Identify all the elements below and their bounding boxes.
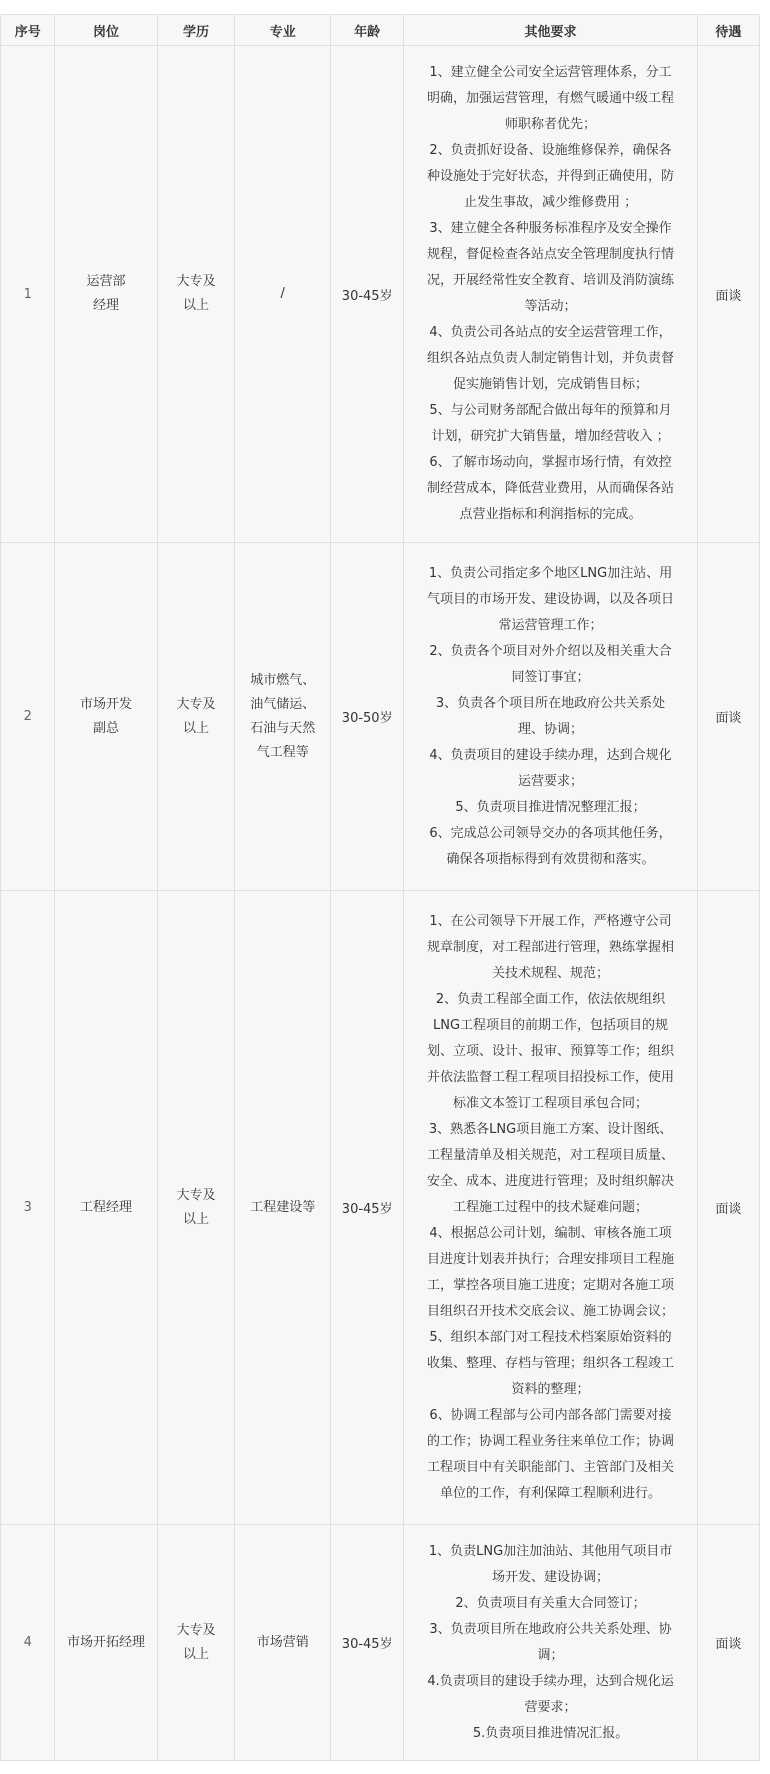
row-number: 3 — [1, 891, 55, 1525]
requirement-line: 2、负责各个项目对外介绍以及相关重大合 — [429, 643, 672, 659]
position-cell — [55, 1525, 157, 1761]
requirement-line: 2、负责项目有关重大合同签订； — [455, 1595, 646, 1611]
header-position: 岗位 — [55, 15, 157, 46]
major-cell-line: 工程建设等 — [250, 1199, 316, 1215]
salary-cell: 面谈 — [697, 1525, 759, 1761]
requirement-line: 明确，加强运营管理，有燃气暖通中级工程 — [427, 91, 675, 106]
requirement-line: 场开发、建设协调； — [492, 1569, 610, 1585]
major-cell-line: 气工程等 — [256, 744, 309, 760]
table-row — [1, 891, 760, 1525]
position-cell — [55, 46, 157, 543]
requirement-line: 工程量清单及相关规范，对工程项目质量、 — [427, 1147, 675, 1163]
requirement-line: 3、负责项目所在地政府公共关系处理、协 — [429, 1621, 672, 1637]
header-no: 序号 — [1, 15, 55, 46]
table-row — [1, 1525, 760, 1761]
requirement-line: 调； — [537, 1647, 564, 1663]
requirement-line: 6、完成总公司领导交办的各项其他任务， — [429, 825, 672, 841]
row-number: 4 — [1, 1525, 55, 1761]
requirement-line: 6、协调工程部与公司内部各部门需要对接 — [429, 1407, 672, 1423]
education-cell-line: 以上 — [183, 720, 210, 736]
age-cell: 30-50岁 — [331, 543, 404, 891]
requirement-line: 确保各项指标得到有效贯彻和落实。 — [446, 851, 655, 867]
requirement-line: 理、协调； — [518, 721, 584, 737]
position-cell-line: 副总 — [93, 720, 120, 736]
requirement-line: 资料的整理； — [511, 1381, 590, 1397]
education-cell — [157, 543, 235, 891]
requirement-line: 收集、整理、存档与管理；组织各工程竣工 — [427, 1355, 675, 1371]
requirement-line: 单位的工作，有利保障工程顺利进行。 — [440, 1485, 662, 1501]
major-cell — [235, 543, 331, 891]
requirement-line: LNG工程项目的前期工作，包括项目的规 — [433, 1017, 669, 1033]
header-major: 专业 — [235, 15, 331, 46]
salary-cell: 面谈 — [697, 46, 759, 543]
requirement-line: 营要求； — [524, 1699, 577, 1715]
requirements-cell — [404, 891, 697, 1525]
row-number: 2 — [1, 543, 55, 891]
position-cell-line: 市场开发 — [80, 696, 133, 712]
requirement-line: 制经营成本，降低营业费用，从而确保各站 — [427, 481, 675, 496]
requirement-line: 等活动； — [524, 299, 577, 314]
education-cell — [157, 891, 235, 1525]
requirement-line: 工，掌控各项目施工进度；定期对各施工项 — [427, 1277, 675, 1293]
requirement-line: 1、在公司领导下开展工作，严格遵守公司 — [429, 913, 672, 929]
position-cell-line: 运营部 — [86, 274, 126, 289]
requirement-line: 规章制度，对工程部进行管理，熟练掌握相 — [427, 939, 675, 955]
age-cell: 30-45岁 — [331, 46, 404, 543]
requirement-line: 4、负责公司各站点的安全运营管理工作， — [429, 325, 672, 340]
requirement-line: 4、负责项目的建设手续办理，达到合规化 — [429, 747, 672, 763]
requirement-line: 6、了解市场动向，掌握市场行情，有效控 — [429, 455, 672, 470]
requirement-line: 2、负责抓好设备、设施维修保养，确保各 — [429, 143, 672, 158]
requirement-line: 点营业指标和利润指标的完成。 — [459, 507, 642, 522]
header-requirements: 其他要求 — [404, 15, 697, 46]
major-cell-line: 油气储运、 — [250, 696, 316, 712]
table-row — [1, 543, 760, 891]
requirement-line: 划、立项、设计、报审、预算等工作；组织 — [427, 1043, 675, 1059]
requirement-line: 3、负责各个项目所在地政府公共关系处 — [435, 695, 666, 711]
requirement-line: 5、负责项目推进情况整理汇报； — [455, 799, 646, 815]
requirement-line: 止发生事故，减少维修费用 ； — [463, 195, 638, 210]
requirement-line: 种设施处于完好状态，并得到正确使用，防 — [427, 169, 675, 184]
requirement-line: 常运营管理工作； — [498, 617, 603, 633]
requirement-line: 安全、成本、进度进行管理；及时组织解决 — [427, 1173, 675, 1189]
header-education: 学历 — [157, 15, 235, 46]
requirement-line: 目组织召开技术交底会议、施工协调会议； — [427, 1303, 675, 1319]
requirement-line: 同签订事宜； — [511, 669, 590, 685]
requirement-line: 标准文本签订工程项目承包合同； — [453, 1095, 649, 1111]
table-row — [1, 46, 760, 543]
education-cell — [157, 1525, 235, 1761]
requirement-line: 工程项目中有关职能部门、主管部门及相关 — [427, 1459, 675, 1475]
requirement-line: 运营要求； — [518, 773, 584, 789]
education-cell-line: 大专及 — [176, 1187, 216, 1203]
major-cell-line: 城市燃气、 — [250, 672, 316, 688]
requirements-cell — [404, 1525, 697, 1761]
major-cell — [235, 1525, 331, 1761]
salary-cell: 面谈 — [697, 891, 759, 1525]
requirement-line: 促实施销售计划，完成销售目标； — [453, 377, 649, 392]
requirement-line: 并依法监督工程工程项目招投标工作，使用 — [427, 1069, 675, 1085]
requirement-line: 工程施工过程中的技术疑难问题； — [453, 1199, 649, 1215]
education-cell-line: 以上 — [183, 1646, 210, 1662]
position-cell-line: 工程经理 — [80, 1199, 133, 1215]
requirement-line: 规程，督促检查各站点安全管理制度执行情 — [427, 247, 675, 262]
requirement-line: 气项目的市场开发、建设协调，以及各项日 — [427, 591, 675, 607]
requirement-line: 4、根据总公司计划，编制、审核各施工项 — [429, 1225, 672, 1241]
requirement-line: 3、建立健全各种服务标准程序及安全操作 — [429, 221, 672, 236]
header-row — [1, 15, 760, 46]
requirement-line: 目进度计划表并执行；合理安排项目工程施 — [427, 1251, 675, 1267]
requirement-line: 计划，研究扩大销售量，增加经营收入 ； — [431, 429, 670, 444]
requirement-line: 2、负责工程部全面工作，依法依规组织 — [435, 991, 666, 1007]
major-cell — [235, 891, 331, 1525]
education-cell-line: 以上 — [183, 1211, 210, 1227]
requirement-line: 5.负责项目推进情况汇报。 — [472, 1725, 629, 1741]
requirement-line: 1、负责公司指定多个地区LNG加注站、用 — [428, 565, 673, 581]
requirement-line: 的工作；协调工程业务往来单位工作；协调 — [427, 1433, 675, 1449]
requirements-cell — [404, 46, 697, 543]
row-number: 1 — [1, 46, 55, 543]
requirement-line: 1、建立健全公司安全运营管理体系，分工 — [429, 65, 672, 80]
position-cell — [55, 891, 157, 1525]
requirement-line: 师职称者优先； — [505, 117, 597, 132]
education-cell-line: 以上 — [183, 298, 210, 313]
major-cell-line: / — [280, 286, 285, 301]
major-cell — [235, 46, 331, 543]
position-cell — [55, 543, 157, 891]
requirement-line: 4.负责项目的建设手续办理，达到合规化运 — [427, 1673, 674, 1689]
requirement-line: 1、负责LNG加注加油站、其他用气项目市 — [428, 1543, 673, 1559]
requirements-cell — [404, 543, 697, 891]
header-salary: 待遇 — [697, 15, 759, 46]
requirement-line: 3、熟悉各LNG项目施工方案、设计图纸、 — [428, 1121, 673, 1137]
major-cell-line: 石油与天然 — [250, 720, 316, 736]
requirement-line: 5、与公司财务部配合做出每年的预算和月 — [429, 403, 672, 418]
education-cell — [157, 46, 235, 543]
job-table — [0, 14, 760, 1761]
age-cell: 30-45岁 — [331, 891, 404, 1525]
requirement-line: 关技术规程、规范； — [492, 965, 610, 981]
education-cell-line: 大专及 — [176, 696, 216, 712]
requirement-line: 组织各站点负责人制定销售计划，并负责督 — [427, 351, 675, 366]
position-cell-line: 经理 — [93, 298, 120, 313]
age-cell: 30-45岁 — [331, 1525, 404, 1761]
position-cell-line: 市场开拓经理 — [67, 1634, 146, 1650]
requirement-line: 5、组织本部门对工程技术档案原始资料的 — [429, 1329, 672, 1345]
major-cell-line: 市场营销 — [256, 1634, 309, 1650]
header-age: 年龄 — [331, 15, 404, 46]
education-cell-line: 大专及 — [176, 274, 216, 289]
requirement-line: 况，开展经常性安全教育、培训及消防演练 — [427, 273, 675, 288]
salary-cell: 面谈 — [697, 543, 759, 891]
education-cell-line: 大专及 — [176, 1622, 216, 1638]
